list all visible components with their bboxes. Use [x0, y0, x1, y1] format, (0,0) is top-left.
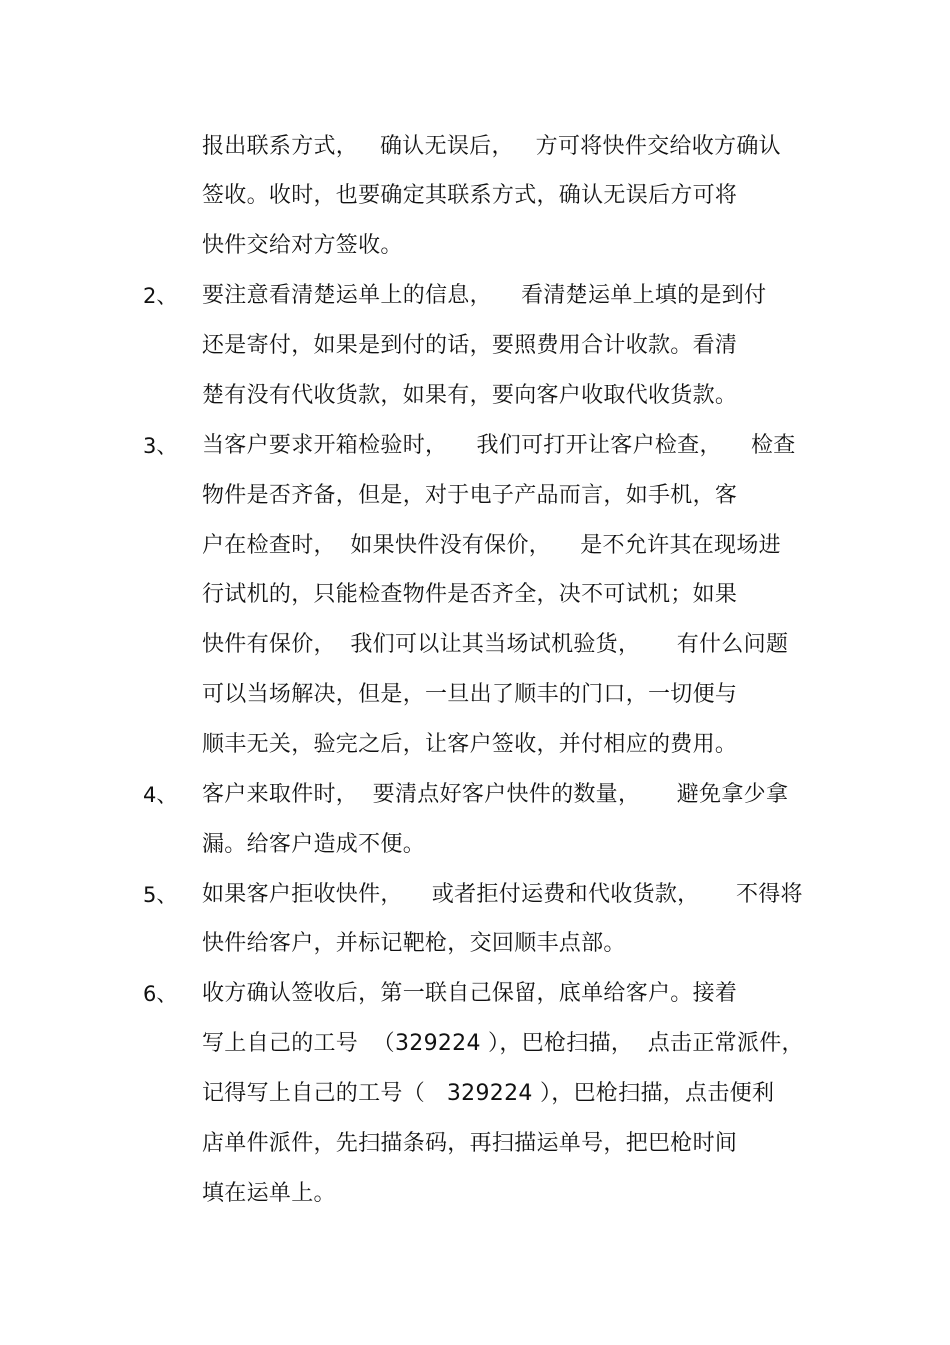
list-number: 3、 [143, 434, 178, 458]
paragraph-line: 快件交给对方签收。 [202, 233, 403, 258]
paragraph-line: 记得写上自己的工号（ 329224 ），巴枪扫描，点击便利 [202, 1081, 775, 1106]
paragraph-line: 行试机的，只能检查物件是否齐全，决不可试机；如果 [202, 582, 738, 607]
paragraph-line: 可以当场解决，但是，一旦出了顺丰的门口，一切便与 [202, 682, 738, 707]
paragraph-line: 物件是否齐备，但是，对于电子产品而言，如手机，客 [202, 483, 738, 508]
paragraph-line: 快件有保价， 我们可以让其当场试机验货， 有什么问题 [202, 632, 789, 657]
paragraph-line: 报出联系方式， 确认无误后， 方可将快件交给收方确认 [202, 134, 781, 159]
paragraph-line: 顺丰无关，验完之后，让客户签收，并付相应的费用。 [202, 732, 738, 757]
paragraph-line: 要注意看清楚运单上的信息， 看清楚运单上填的是到付 [202, 283, 767, 308]
paragraph-line: 户在检查时， 如果快件没有保价， 是不允许其在现场进 [202, 533, 781, 558]
paragraph-line: 写上自己的工号 （329224 ），巴枪扫描， 点击正常派件， [202, 1031, 804, 1056]
paragraph-line: 漏。给客户造成不便。 [202, 832, 426, 857]
paragraph-line: 楚有没有代收货款，如果有，要向客户收取代收货款。 [202, 383, 738, 408]
paragraph-line: 签收。收时，也要确定其联系方式，确认无误后方可将 [202, 183, 738, 208]
list-number: 2、 [143, 284, 178, 308]
paragraph-line: 快件给客户，并标记靶枪，交回顺丰点部。 [202, 931, 626, 956]
paragraph-line: 还是寄付，如果是到付的话，要照费用合计收款。看清 [202, 333, 738, 358]
paragraph-line: 填在运单上。 [202, 1181, 336, 1206]
list-number: 5、 [143, 883, 178, 907]
paragraph-line: 收方确认签收后，第一联自己保留，底单给客户。接着 [202, 981, 738, 1006]
paragraph-line: 如果客户拒收快件， 或者拒付运费和代收货款， 不得将 [202, 882, 803, 907]
list-number: 4、 [143, 783, 178, 807]
paragraph-line: 店单件派件，先扫描条码，再扫描运单号，把巴枪时间 [202, 1131, 738, 1156]
paragraph-line: 客户来取件时， 要清点好客户快件的数量， 避免拿少拿 [202, 782, 789, 807]
paragraph-line: 当客户要求开箱检验时， 我们可打开让客户检查， 检查 [202, 433, 796, 458]
list-number: 6、 [143, 982, 178, 1006]
